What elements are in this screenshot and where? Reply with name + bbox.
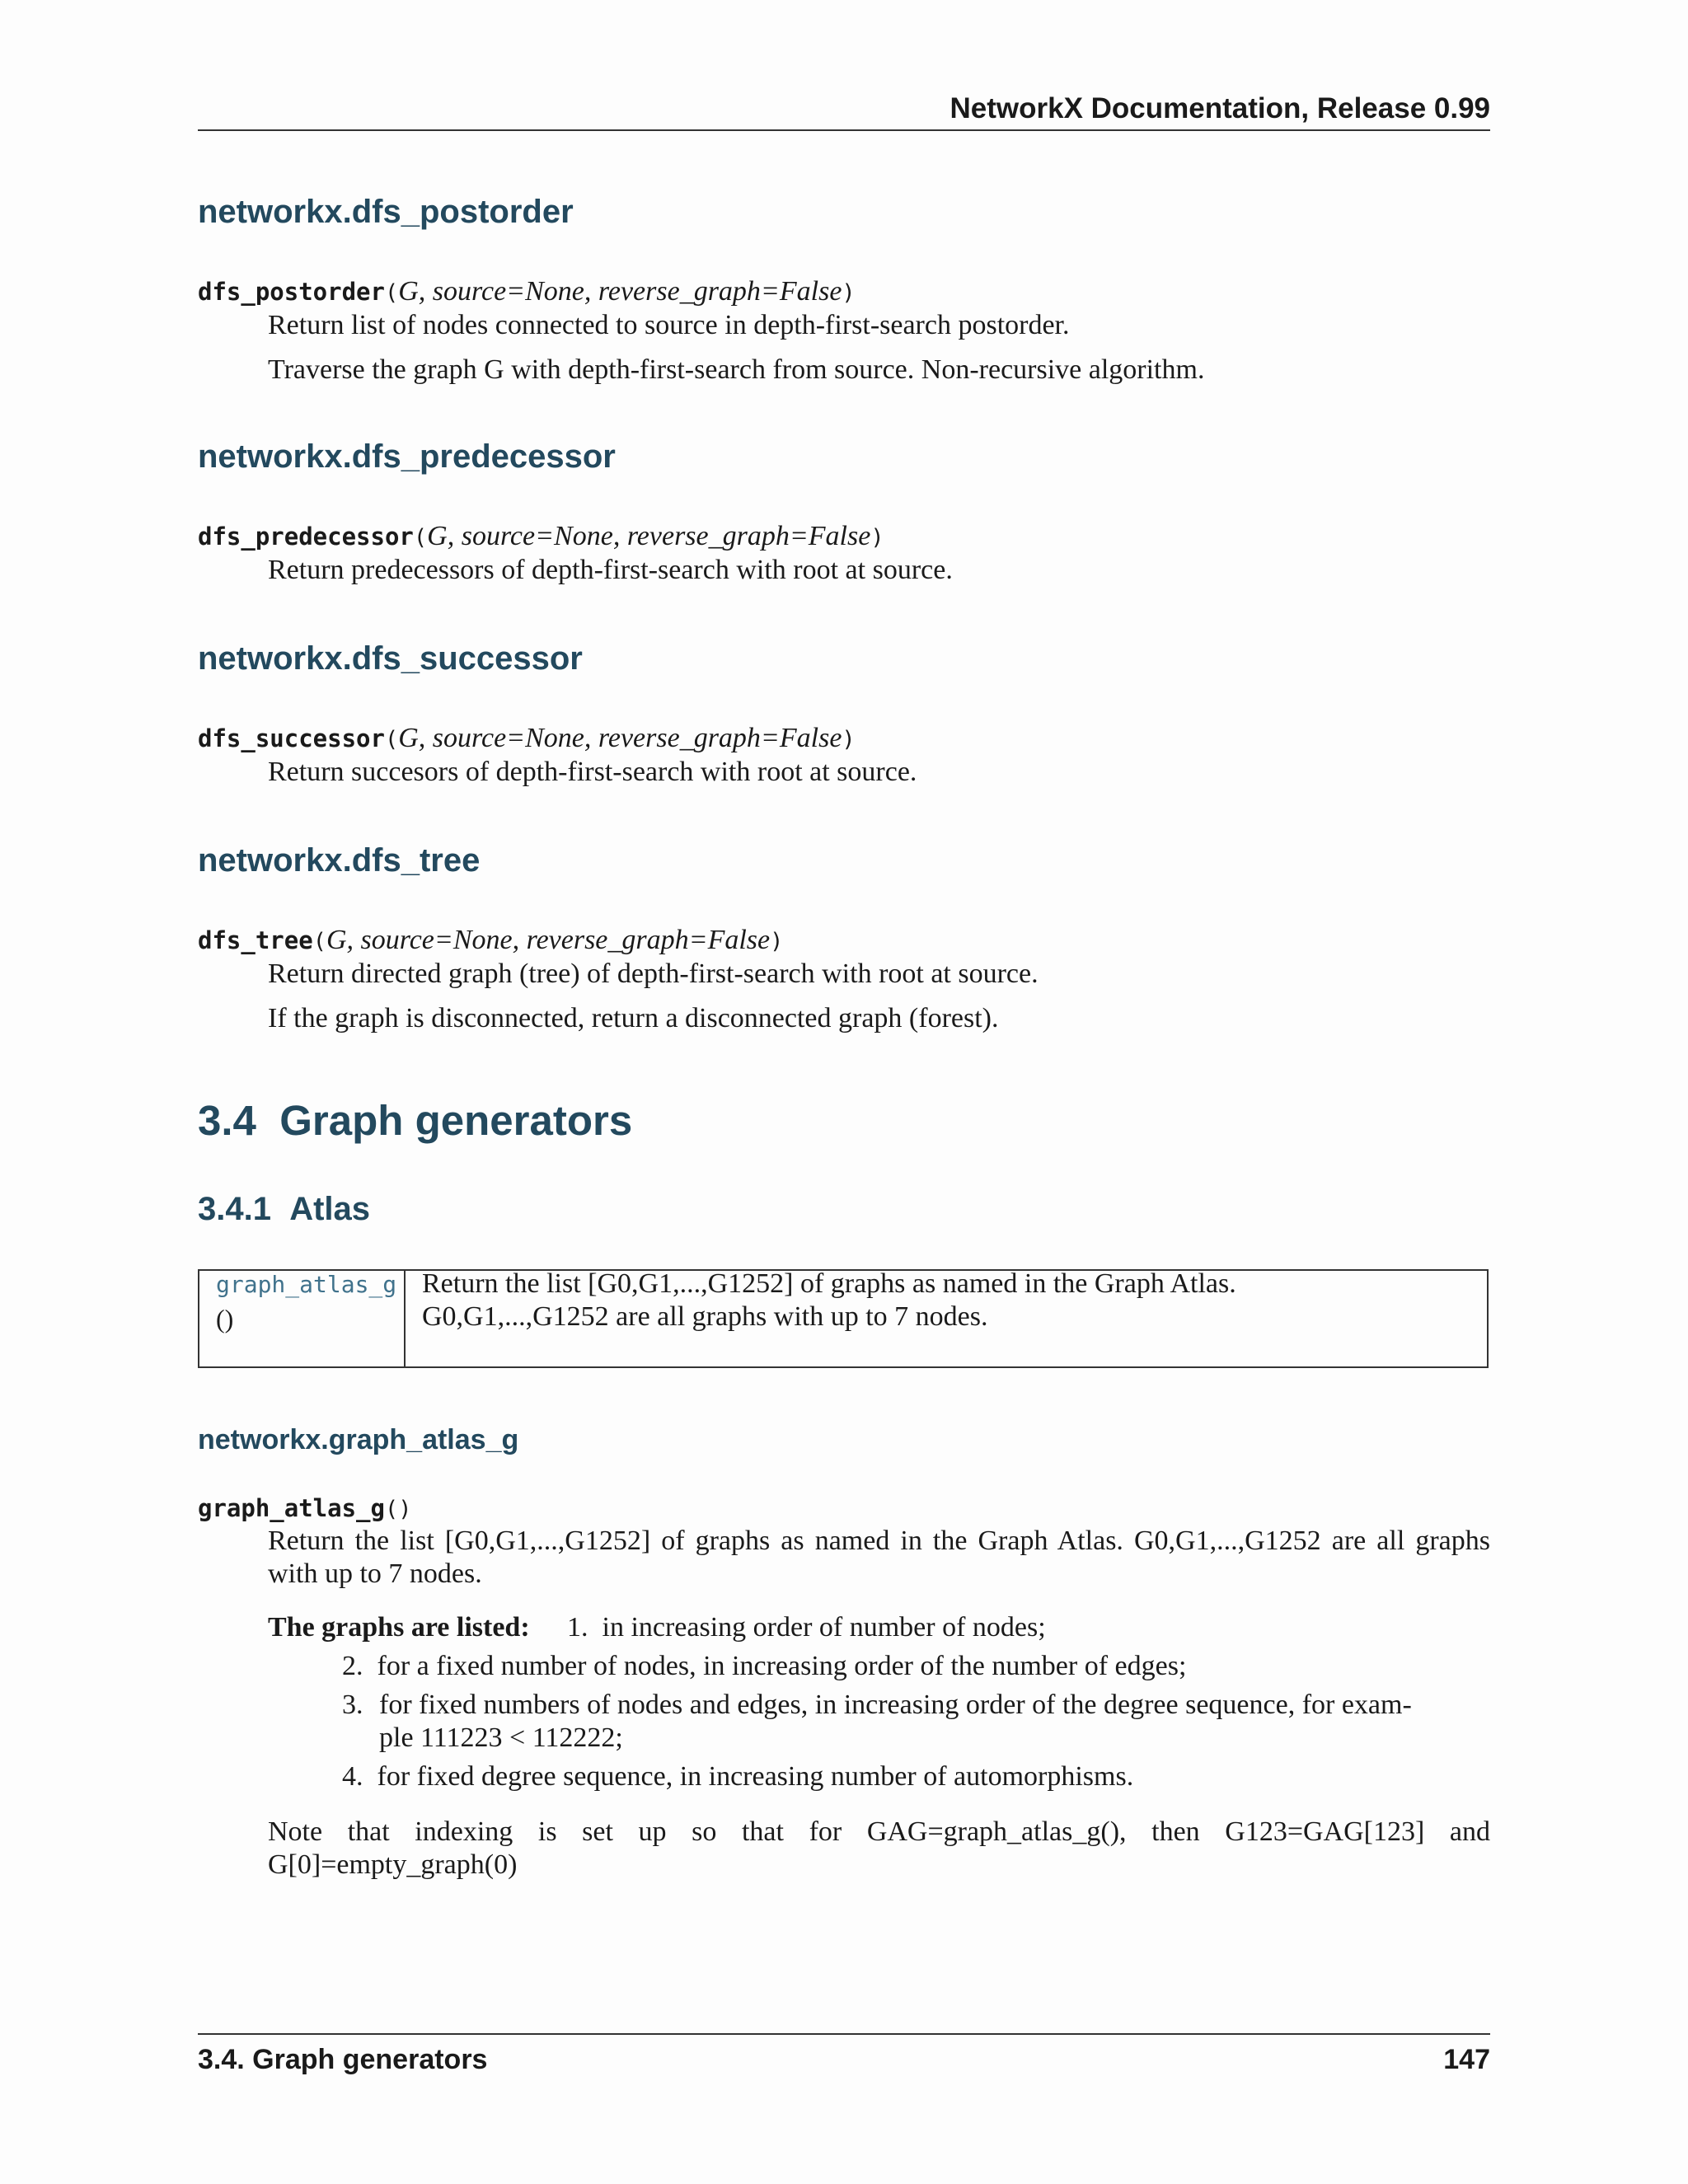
heading-dfs-postorder: networkx.dfs_postorder — [198, 194, 574, 230]
list-item: 3. for fixed numbers of nodes and edges, in increasing order of the degree sequence, for exam- ple 111223 < 112222; — [342, 1690, 1412, 1753]
chapter-title: Graph generators — [279, 1097, 633, 1144]
description: Return the list [G0,G1,...,G1252] of graphs as named in the Graph Atlas. G0,G1,...,G1252 are all graphs with up to 7 nodes. — [268, 1526, 1490, 1589]
signature-dfs-successor: dfs_successor(G, source=None, reverse_graph=False) — [198, 723, 856, 753]
subsection-title: Atlas — [289, 1191, 371, 1227]
footer-section: 3.4. Graph generators — [198, 2044, 488, 2075]
heading-dfs-predecessor: networkx.dfs_predecessor — [198, 438, 616, 475]
heading-dfs-successor: networkx.dfs_successor — [198, 640, 583, 677]
description: If the graph is disconnected, return a disconnected graph (forest). — [268, 1003, 999, 1033]
table-cell-parens: () — [216, 1304, 234, 1333]
page-number: 147 — [1443, 2044, 1490, 2075]
subsection-number: 3.4.1 — [198, 1191, 271, 1227]
list-label: The graphs are listed: — [268, 1612, 530, 1643]
chapter-heading — [198, 1096, 632, 1145]
signature-graph-atlas-g: graph_atlas_g() — [198, 1494, 412, 1522]
description: Traverse the graph G with depth-first-search from source. Non-recursive algorithm. — [268, 354, 1205, 385]
function-name: dfs_predecessor — [198, 523, 414, 551]
list-item: 4. for fixed degree sequence, in increasing number of automorphisms. — [342, 1761, 1134, 1792]
list-item: 1. in increasing order of number of nodes; — [567, 1612, 1046, 1643]
chapter-number: 3.4 — [198, 1097, 256, 1144]
footer-rule — [198, 2033, 1490, 2035]
function-args: G, source=None, reverse_graph=False — [398, 723, 842, 753]
subsection-heading — [198, 1191, 370, 1228]
graph-atlas-g-link[interactable]: graph_atlas_g — [216, 1271, 397, 1298]
function-name: graph_atlas_g — [198, 1494, 385, 1522]
function-name: dfs_successor — [198, 724, 385, 752]
description: Return directed graph (tree) of depth-first-search with root at source. — [268, 958, 1039, 989]
signature-dfs-tree: dfs_tree(G, source=None, reverse_graph=False) — [198, 925, 784, 955]
table-cell-description: Return the list [G0,G1,...,G1252] of graphs as named in the Graph Atlas. G0,G1,...,G1252 are all graphs with up to 7 nodes. — [422, 1268, 1236, 1332]
function-args: G, source=None, reverse_graph=False — [427, 521, 871, 551]
function-args: G, source=None, reverse_graph=False — [326, 925, 771, 955]
running-header: NetworkX Documentation, Release 0.99 — [950, 92, 1490, 124]
function-name: dfs_tree — [198, 926, 313, 954]
list-item: 2. for a fixed number of nodes, in increasing order of the number of edges; — [342, 1651, 1187, 1681]
heading-graph-atlas-g: networkx.graph_atlas_g — [198, 1424, 519, 1455]
note-paragraph: Note that indexing is set up so that for GAG=graph_atlas_g(), then G123=GAG[123] and G[0]=empty_graph(0) — [268, 1816, 1490, 1880]
header-rule — [198, 129, 1490, 131]
heading-dfs-tree: networkx.dfs_tree — [198, 842, 481, 879]
function-name: dfs_postorder — [198, 278, 385, 306]
signature-dfs-predecessor: dfs_predecessor(G, source=None, reverse_graph=False) — [198, 521, 884, 551]
description: Return list of nodes connected to source in depth-first-search postorder. — [268, 310, 1070, 340]
function-args: G, source=None, reverse_graph=False — [398, 276, 842, 307]
signature-dfs-postorder: dfs_postorder(G, source=None, reverse_graph=False) — [198, 276, 856, 307]
description: Return succesors of depth-first-search with root at source. — [268, 757, 917, 787]
description: Return predecessors of depth-first-search with root at source. — [268, 555, 953, 585]
